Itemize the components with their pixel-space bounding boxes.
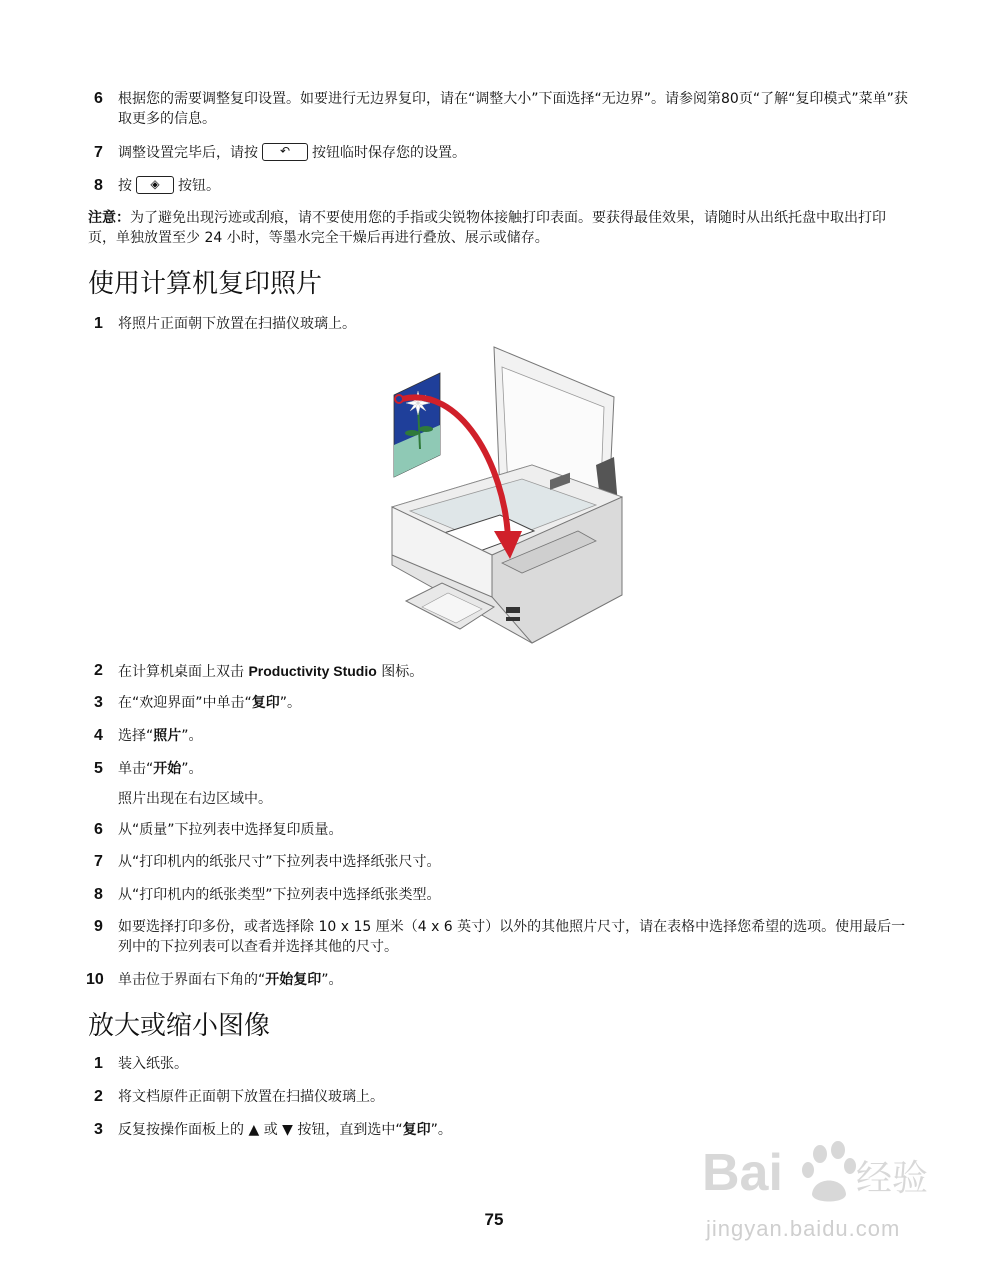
step-text: 从“打印机内的纸张类型”下拉列表中选择纸张类型。 xyxy=(118,887,441,903)
step-number: 4 xyxy=(94,727,103,744)
step-text: 将照片正面朝下放置在扫描仪玻璃上。 xyxy=(118,316,356,332)
step-text-post: ”。 xyxy=(279,695,302,711)
step-text-bold: 开始复印 xyxy=(265,972,322,988)
down-arrow-icon: ▼ xyxy=(282,1122,293,1138)
baidu-watermark xyxy=(696,1120,936,1250)
step-text-post: ”。 xyxy=(181,728,203,744)
step-number: 9 xyxy=(94,918,103,935)
step-number: 5 xyxy=(94,760,103,777)
step-9-copies xyxy=(94,917,914,957)
step-number: 1 xyxy=(94,1055,103,1072)
step-number: 10 xyxy=(86,971,104,988)
step-number: 2 xyxy=(94,662,103,679)
step-number: 3 xyxy=(94,1121,103,1138)
step-text: 将文档原件正面朝下放置在扫描仪玻璃上。 xyxy=(118,1089,384,1105)
step-number: 6 xyxy=(94,90,103,107)
step-text-bold: 开始 xyxy=(153,761,182,777)
note-text: 为了避免出现污迹或刮痕，请不要使用您的手指或尖锐物体接触打印表面。要获得最佳效果，请随时从出纸托盘中取出打印页，单独放置至少 24 小时，等墨水完全干燥后再进行叠放、展示或储存。 xyxy=(88,210,886,246)
app-name: Productivity Studio xyxy=(248,663,377,679)
step-text-post: 按钮。 xyxy=(178,178,220,194)
step-text-pre: 在计算机桌面上双击 xyxy=(118,664,244,680)
step-5-result: 照片出现在右边区域中。 xyxy=(118,791,272,807)
section-title-copy-photo: 使用计算机复印照片 xyxy=(88,269,323,299)
step-text-pre: 反复按操作面板上的 xyxy=(118,1122,244,1138)
watermark-url: jingyan.baidu.com xyxy=(706,1216,901,1241)
step-text: 装入纸张。 xyxy=(118,1056,188,1072)
step-number: 7 xyxy=(94,144,103,161)
step-text-bold: 照片 xyxy=(153,728,182,744)
step-number: 8 xyxy=(94,886,103,903)
step-text: 如要选择打印多份，或者选择除 10 x 15 厘米（4 x 6 英寸）以外的其他照片尺寸，请在表格中选择您希望的选项。使用最后一列中的下拉列表可以查看并选择其他的尺寸。 xyxy=(118,919,906,955)
step-text-mid: 或 xyxy=(263,1122,278,1138)
step-text-post: ”。 xyxy=(181,761,203,777)
step-text-post: ”。 xyxy=(321,972,343,988)
back-button-icon: ↶ xyxy=(262,143,308,161)
step-number: 3 xyxy=(94,694,103,711)
note-label: 注意： xyxy=(88,210,130,226)
step-text: 从“质量”下拉列表中选择复印质量。 xyxy=(118,822,343,838)
step-number: 1 xyxy=(94,315,103,332)
step-text-post: 按钮，直到选中“ xyxy=(297,1122,403,1138)
start-button-icon: ◈ xyxy=(136,176,174,194)
step-number: 7 xyxy=(94,853,103,870)
step-text: 从“打印机内的纸张尺寸”下拉列表中选择纸张尺寸。 xyxy=(118,854,441,870)
svg-text:经验: 经验 xyxy=(856,1158,929,1199)
up-arrow-icon: ▲ xyxy=(248,1122,260,1138)
step-text-pre: 单击位于界面右下角的“ xyxy=(118,972,266,988)
printer-scanner-illustration xyxy=(382,345,632,645)
step-number: 6 xyxy=(94,821,103,838)
svg-text:Bai: Bai xyxy=(702,1144,783,1202)
step-text: 根据您的需要调整复印设置。如要进行无边界复印，请在“调整大小”下面选择“无边界”。请参阅第80页“了解“复印模式”菜单”获取更多的信息。 xyxy=(118,91,908,127)
section-title-resize: 放大或缩小图像 xyxy=(88,1011,271,1041)
step-number: 2 xyxy=(94,1088,103,1105)
step-6-adjust-settings xyxy=(94,89,914,129)
step-text-post: 按钮临时保存您的设置。 xyxy=(312,145,466,161)
step-number: 8 xyxy=(94,177,103,194)
note-paragraph xyxy=(88,208,908,248)
step-text-end: ”。 xyxy=(430,1122,452,1138)
step-text-pre: 单击“ xyxy=(118,761,154,777)
step-text-pre: 在“欢迎界面”中单击“ xyxy=(118,695,252,711)
step-text-bold: 复印 xyxy=(251,695,280,711)
baidu-paw-logo-icon xyxy=(696,1120,936,1216)
step-text-post: 图标。 xyxy=(381,664,424,680)
step-text-pre: 按 xyxy=(118,178,132,194)
step-text-bold: 复印 xyxy=(402,1122,431,1138)
page-number: 75 xyxy=(484,1210,504,1229)
step-text-pre: 调整设置完毕后，请按 xyxy=(118,145,258,161)
step-text-pre: 选择“ xyxy=(118,728,154,744)
